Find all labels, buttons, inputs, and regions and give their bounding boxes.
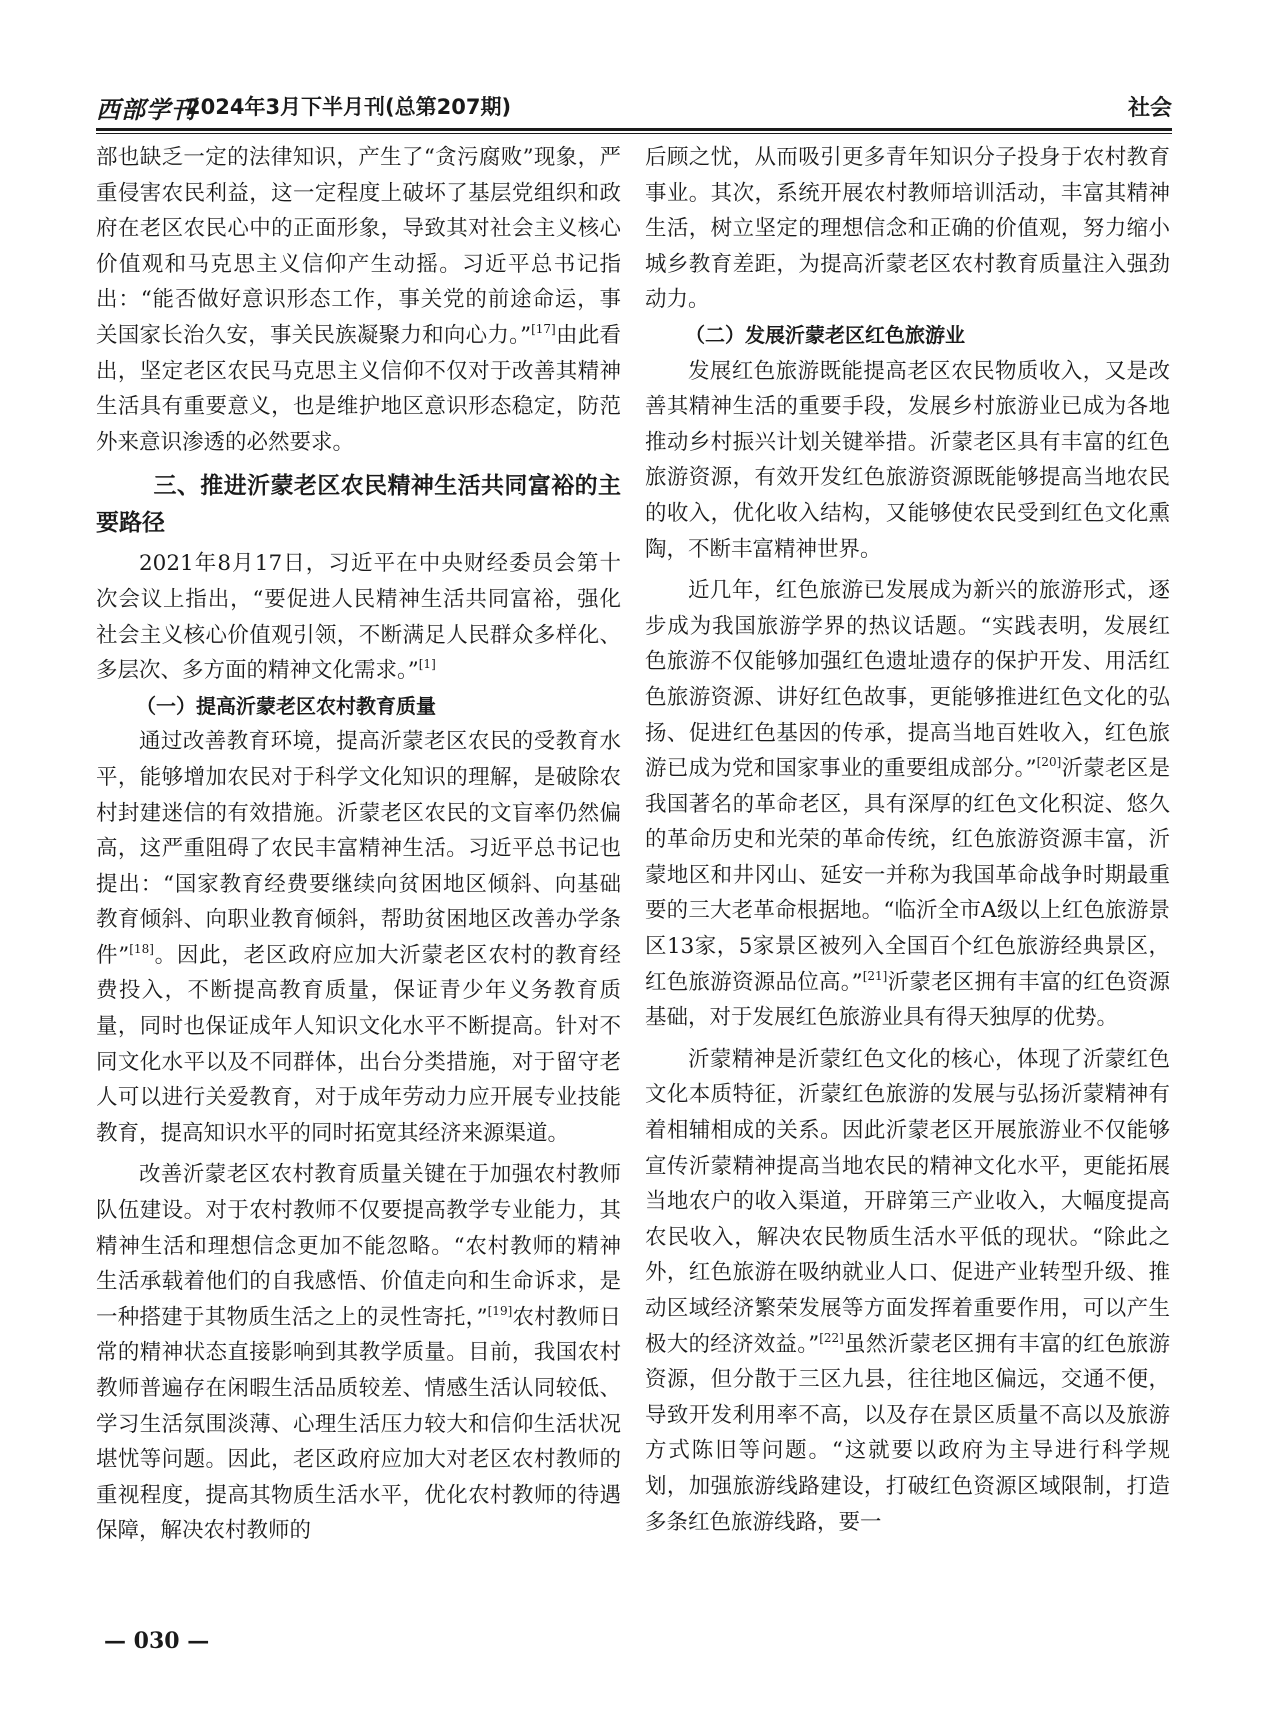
header-rule-thin — [96, 133, 1172, 134]
citation: [18] — [129, 941, 154, 956]
paragraph: 改善沂蒙老区农村教育质量关键在于加强农村教师队伍建设。对于农村教师不仅要提高教学专业能力，其精神生活和理想信念更加不能忽略。“农村教师的精神生活承载着他们的自我感悟、价值走向和生命诉求，是一种搭建于其物质生活之上的灵性寄托，”[19]农村教师日常的精神状态直接影响到其教学质量。目前，我国农村教师普遍存在闲暇生活品质较差、情感生活认同较低、学习生活氛围淡薄、心理生活压力较大和信仰生活状况堪忧等问题。因此，老区政府应加大对老区农村教师的重视程度，提高其物质生活水平，优化农村教师的待遇保障，解决农村教师的 — [96, 1162, 621, 1544]
issue-info: 2024年3月下半月刊(总第207期) — [186, 95, 512, 119]
citation: [17] — [531, 321, 556, 336]
citation: [19] — [487, 1303, 513, 1318]
paragraph: 部也缺乏一定的法律知识，产生了“贪污腐败”现象，严重侵害农民利益，这一定程度上破坏了基层党组织和政府在老区农民心中的正面形象，导致其对社会主义核心价值观和马克思主义信仰产生动摇。习近平总书记指出：“能否做好意识形态工作，事关党的前途命运，事关国家长治久安，事关民族凝聚力和向心力。”[17]由此看出，坚定老区农民马克思主义信仰不仅对于改善其精神生活具有重要意义，也是维护地区意识形态稳定，防范外来意识渗透的必然要求。 — [96, 145, 621, 455]
paragraph: 沂蒙精神是沂蒙红色文化的核心，体现了沂蒙红色文化本质特征，沂蒙红色旅游的发展与弘扬沂蒙精神有着相辅相成的关系。因此沂蒙老区开展旅游业不仅能够宣传沂蒙精神提高当地农民的精神文化水平，更能拓展当地农户的收入渠道，开辟第三产业收入，大幅度提高农民收入，解决农民物质生活水平低的现状。“除此之外，红色旅游在吸纳就业人口、促进产业转型升级、推动区域经济繁荣发展等方面发挥着重要作用，可以产生极大的经济效益。”[22]虽然沂蒙老区拥有丰富的红色旅游资源，但分散于三区九县，往往地区偏远，交通不便，导致开发利用率不高，以及存在景区质量不高以及旅游方式陈旧等问题。“这就要以政府为主导进行科学规划，加强旅游线路建设，打破红色资源区域限制，打造多条红色旅游线路，要一 — [645, 1046, 1170, 1535]
right-column — [645, 140, 1170, 1540]
subsection-heading: （一）提高沂蒙老区农村教育质量 — [136, 693, 436, 718]
running-header — [96, 90, 1172, 124]
left-column — [96, 140, 621, 1549]
paragraph: 通过改善教育环境，提高沂蒙老区农民的受教育水平，能够增加农民对于科学文化知识的理解，是破除农村封建迷信的有效措施。沂蒙老区农民的文盲率仍然偏高，这严重阻碍了农民丰富精神生活。习近平总书记也提出：“国家教育经费要继续向贫困地区倾斜、向基础教育倾斜、向职业教育倾斜，帮助贫困地区改善办学条件”[18]。因此，老区政府应加大沂蒙老区农村的教育经费投入，不断提高教育质量，保证青少年义务教育质量，同时也保证成年人知识文化水平不断提高。针对不同文化水平以及不同群体，出台分类措施，对于留守老人可以进行关爱教育，对于成年劳动力应开展专业技能教育，提高知识水平的同时拓宽其经济来源渠道。 — [96, 729, 621, 1146]
subsection-heading: （二）发展沂蒙老区红色旅游业 — [685, 322, 965, 347]
citation: [21] — [862, 968, 888, 983]
paragraph: 发展红色旅游既能提高老区农民物质收入，又是改善其精神生活的重要手段，发展乡村旅游业已成为各地推动乡村振兴计划关键举措。沂蒙老区具有丰富的红色旅游资源，有效开发红色旅游资源既能够提高当地农民的收入，优化收入结构，又能够使农民受到红色文化熏陶，不断丰富精神世界。 — [645, 358, 1170, 562]
journal-logo: 西部学刊 — [96, 95, 196, 124]
citation: [1] — [418, 657, 436, 672]
citation: [22] — [819, 1330, 844, 1345]
page-number: — 030 — — [104, 1628, 210, 1654]
header-rule-thick — [96, 128, 1172, 131]
citation: [20] — [1036, 755, 1062, 770]
section-heading: 三、推进沂蒙老区农民精神生活共同富裕的主要路径 — [96, 473, 621, 537]
paragraph: 后顾之忧，从而吸引更多青年知识分子投身于农村教育事业。其次，系统开展农村教师培训活动，丰富其精神生活，树立坚定的理想信念和正确的价值观，努力缩小城乡教育差距，为提高沂蒙老区农村教育质量注入强劲动力。 — [645, 145, 1170, 313]
paragraph: 近几年，红色旅游已发展成为新兴的旅游形式，逐步成为我国旅游学界的热议话题。“实践表明，发展红色旅游不仅能够加强红色遗址遗存的保护开发、用活红色旅游资源、讲好红色故事，更能够推进红色文化的弘扬、促进红色基因的传承，提高当地百姓收入，红色旅游已成为党和国家事业的重要组成部分。”[20]沂蒙老区是我国著名的革命老区，具有深厚的红色文化积淀、悠久的革命历史和光荣的革命传统，红色旅游资源丰富，沂蒙地区和井冈山、延安一并称为我国革命战争时期最重要的三大老革命根据地。“临沂全市A级以上红色旅游景区13家，5家景区被列入全国百个红色旅游经典景区，红色旅游资源品位高。”[21]沂蒙老区拥有丰富的红色资源基础，对于发展红色旅游业具有得天独厚的优势。 — [645, 578, 1170, 1031]
paragraph: 2021年8月17日，习近平在中央财经委员会第十次会议上指出，“要促进人民精神生活共同富裕，强化社会主义核心价值观引领，不断满足人民群众多样化、多层次、多方面的精神文化需求。”[1] — [96, 551, 621, 684]
section-label: 社会 — [1127, 96, 1172, 121]
